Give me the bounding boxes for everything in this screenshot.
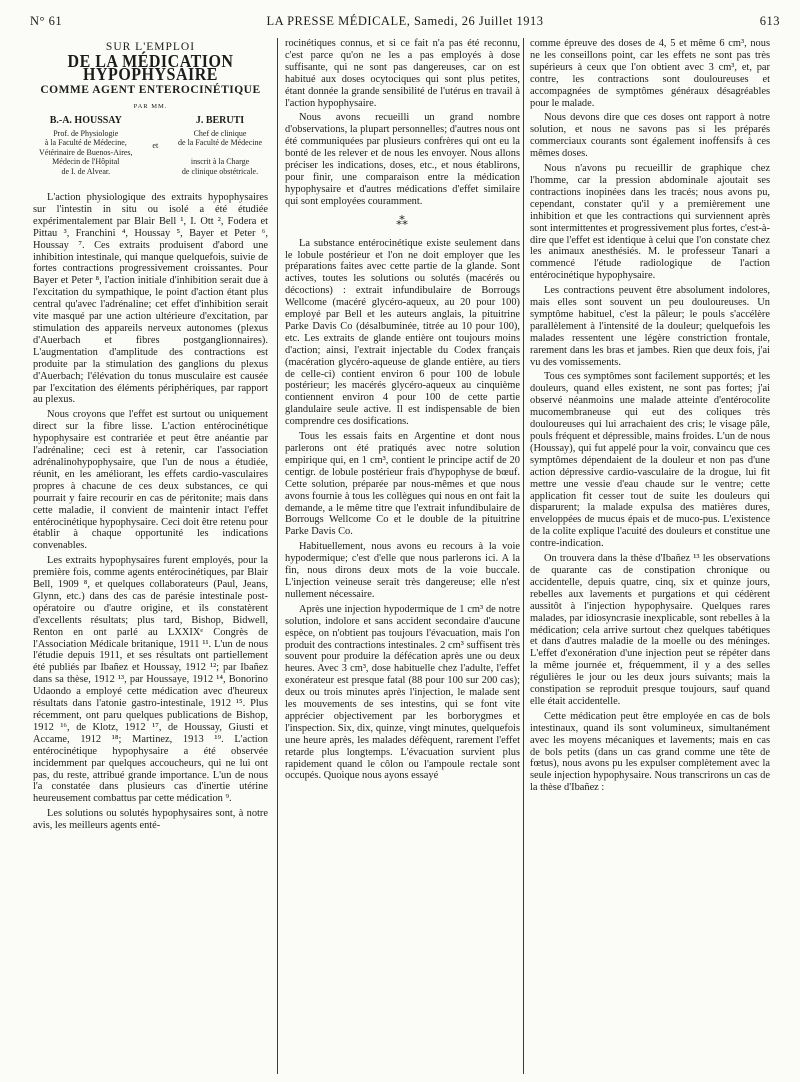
paragraph: On trouvera dans la thèse d'Ibañez ¹³ les observations de quarante cas de constipation chronique ou accidentelle, depuis quatre, cinq, six et quinze jours, rebelles aux lavements et purgations et qui cédèrent aussitôt à l'injection hypophysaire. Quelques rares malades, par idiosyncrasie inexplicable, sont rebelles à la médication; cela arrive surtout chez quelques tabétiques et dans d'autres maladie de la moelle ou des méninges. L'effet d'exonération d'une injection peut se répéter dans la même journée et, fréquemment, il y a des selles régulières le jour ou les deux jours suivants; mais la constipation se reproduit presque toujours, sauf quand elle était accidentelle. [530, 553, 770, 707]
author-affiliation: Prof. de Physiologie [53, 128, 119, 138]
journal-title: LA PRESSE MÉDICALE, Samedi, 26 Juillet 1913 [266, 14, 544, 28]
paragraph: Les extraits hypophysaires furent employés, pour la première fois, comme agents entérocinétiques, par Blair Bell, 1909 ⁸, et quelques collaborateurs (Paul, Jeans, Glynn, etc.) dans des cas de parésie intestinale post-opératoire ou d'autre origine, et ils constatèrent d'excellents résultats; plus tard, Bishop, Bidwell, Renton en ont parlé au LXXIXᵉ Congrès de l'Association Médicale britanique, 1911 ¹¹. L'un de nous l'étudie depuis 1911, et ses résultats ont partiellement été publiés par Ibañez et Houssay, 1912 ¹²; par Ibañez dans sa thèse, 1912 ¹³, par Houssaye, 1912 ¹⁴, Bonorino Udaondo a employé cette médication avec d'heureux résultats dans l'atonie gastro-intestinale, 1912 ¹⁵. Plus récemment, ont paru quelques publications de Bishop, 1912 ¹⁶, de Klotz, 1912 ¹⁷, de Houssay, Giusti et Accame, 1912 ¹⁸; Martinez, 1913 ¹⁹. L'action entérocinétique hypophysaire a été observée incidemment par quelques accoucheurs, qui ne lui ont pas, du reste, attribué grande importance. L'un de nous l'a constatée dans plusieurs cas d'inertie utérine heureusement combattus par cette médication ⁹. [33, 555, 268, 805]
paragraph: Les contractions peuvent être absolument indolores, mais elles sont souvent un peu douloureuses. Un symptôme habituel, c'est la pâleur; le pouls s'accélère parallèlement à l'intensité de la douleur; quelquefois les malades ressentent une légère constriction frontale, rarement dans les bras et jambes. Rien que deux fois, j'ai vu des vomissements. [530, 285, 770, 368]
author-name: J. BERUTI [195, 114, 245, 126]
author-affiliation: à la Faculté de Médecine, [44, 138, 127, 148]
author-affiliation: inscrit à la Charge [190, 157, 250, 167]
author-affiliation: de clinique obstétricale. [181, 166, 259, 176]
paragraph: La substance entérocinétique existe seulement dans le lobule postérieur et l'on ne doit employer que les préparations faites avec cette partie de la glande. Sont actives, toutes les solutions ou solutés (macérés ou décoctions) : extrait infundibulaire de Borrougs Wellcome (macéré glycéro-aqueux, au 20 pour 100) employé par Bell et les auteurs anglais, la pituitrine Parke Davis Co (désalbuminée, titrée au 10 pour 100), etc. Les extraits de glande entière ont toujours moins d'action; ainsi, l'extrait injectable du Codex français (macération glycéro-aqueuse de glande entière, au tiers de celle-ci) contient environ 6 pour 100 de lobule postérieur; les macérés glycéro-aqueux au cinquième contiennent environ 4 pour 100 de cette partie glandulaire seule active. Il est indispensable de bien comprendre ces dosifications. [285, 237, 520, 428]
article-kicker: SUR L'EMPLOI [105, 41, 196, 53]
page-header [30, 14, 780, 32]
author-beruti [178, 115, 262, 177]
paragraph: rocinétiques connus, et si ce fait n'a pas été reconnu, c'est parce qu'on ne les a pas employés à dose suffisante, qui ne sont pas dangereuses, car on est habitué aux doses ocytociques qui sont plus petites, étant donnée la grande sensibilité de l'utérus en travail à l'action hypophysaire. [285, 38, 520, 109]
paragraph: L'action physiologique des extraits hypophysaires sur l'intestin in situ ou isolé a été étudiée expérimentalement par Blair Bell ¹, I. Ott ², Fodera et Pittau ³, Franchini ⁴, Houssay ⁵, Bayer et Peter ⁶, Houssay ⁷. Ces extraits produisent d'abord une inhibition intestinale, qui manque quelquefois, suivie de fortes contractions progressivement croissantes. Pour Bayer et Peter ⁸, l'action initiale d'inhibition serait due à l'excitation du sympathique, le point d'action étant plus central qu'avec l'adrénaline; cet effet d'inhibition serait vite masqué par une action ultérieure d'excitation, par stimulation des appareils nerveux autonomes (plexus d'Auerbach et fibres postganglionnaires). L'augmentation d'amplitude des contractions est produite par la stimulation des ganglions du plexus d'Auerbach; l'élévation du tonus musculaire est causée par l'excitation des éléments périphériques, par rapport au plexus. [33, 192, 268, 406]
column-divider [523, 38, 524, 1074]
paragraph: Les solutions ou solutés hypophysaires sont, à notre avis, les meilleurs agents enté- [33, 808, 268, 832]
column-1 [33, 38, 268, 1078]
paragraph: Nous devons dire que ces doses ont rapport à notre solution, et nous ne savons pas si les préparés commerciaux courants sont également inoffensifs à ces mêmes doses. [530, 112, 770, 160]
author-affiliation [178, 148, 262, 158]
column-3 [530, 38, 770, 1078]
conjunction: et [152, 140, 159, 150]
author-affiliation: de I. de Alvear. [61, 166, 111, 176]
author-affiliation: Vétérinaire de Buenos-Aires, [39, 147, 133, 157]
author-affiliation: Chef de clinique [193, 128, 247, 138]
paragraph: Cette médication peut être employée en cas de bols intestinaux, quand ils sont volumineux, simultanément avec les moyens mécaniques et lavements; mais en cas de bols petits (dans un cas grand comme une tête de fœtus), nous avons pu les expulser complètement avec la seule injection hypophysaire. Nous transcrirons un cas de la thèse d'Ibañez : [530, 710, 770, 794]
article-title-block [33, 42, 268, 176]
authors [39, 115, 262, 177]
article-title: DE LA MÉDICATION HYPOPHYSAIRE [67, 52, 234, 85]
paragraph: Après une injection hypodermique de 1 cm³ de notre solution, indolore et sans accident secondaire d'aucune espèce, on n'obtient pas toujours l'évacuation, mais l'on produit des contractions intestinales. 2 cm³ suffisent très souvent pour produire la défécation après une ou deux heures. Avec 3 cm³, dose habituelle chez l'adulte, l'effet exonérateur est presque fatal (88 pour 100 sur 200 cas); deux ou trois minutes après l'injection, le malade sent les mouvements de ses intestins, qui se font vite apprécier objectivement par les borborygmes et l'inspection. Six, dix, quinze, vingt minutes, quelquefois une heure après, les malades défèquent, rarement l'effet retarde plus longtemps. L'évacuation survient plus rapidement quand le côlon ou l'ampoule rectale sont occupés. Quoique nous ayons essayé [285, 603, 520, 782]
paragraph: comme épreuve des doses de 4, 5 et même 6 cm³, nous ne les conseillons point, car les effets ne sont pas très supérieurs à ceux que l'on obtient avec 3 cm³, et, par contre, les contractions sont douloureuses et accompagnées de symptômes généraux désagréables pour le malade. [530, 38, 770, 109]
author-houssay [39, 115, 133, 177]
page-number: 613 [759, 14, 780, 28]
byline: PAR MM. [133, 102, 168, 110]
issue-number: N° 61 [30, 14, 63, 28]
authors-conjunction [152, 115, 158, 177]
author-affiliation: Médecin de l'Hôpital [52, 157, 120, 167]
paragraph: Habituellement, nous avons eu recours à la voie hypodermique; c'est d'elle que nous parlerons ici. A la fin, nous dirons deux mots de la voie buccale. L'injection veineuse serait très dangereuse; elle n'est nullement nécessaire. [285, 541, 520, 600]
column-divider [277, 38, 278, 1074]
paragraph: Nous croyons que l'effet est surtout ou uniquement direct sur la fibre lisse. L'action entérocinétique hypophysaire est contrariée et peut être anéantie par l'adrénaline; ceci est à retenir, car l'association adrénalinohypophysaire, que l'un de nous a étudiée, réunit, en les améliorant, les effets cardio-vasculaires propres à chacune de ces deux substances, ce qui pourrait y faire recourir en cas de péritonite; mais dans cette maladie, il convient de maintenir intact l'effet entérocinétique hypophysaire. Ceci doit être retenu pour établir à chaque opportunité les indications convenables. [33, 409, 268, 552]
paragraph: Tous les essais faits en Argentine et dont nous parlerons ont été pratiqués avec notre solution empirique qui, en 1 cm³, contient le principe actif de 20 centigr. de lobule postérieur frais d'hypophyse de bœuf. Cette solution, préparée par nous-mêmes et que nous avons fournie à tous les collègues qui nous en ont fait la demande, a le même titre que l'extrait infundibulaire de Borrougs Wellcome Co et le double de la pituitrine Parke Davis Co. [285, 431, 520, 538]
column-2 [285, 38, 520, 1078]
paragraph: Tous ces symptômes sont facilement supportés; et les douleurs, quand elles existent, ne sont pas fortes; j'ai observé néanmoins une malade atteinte d'entérocolite mucomembraneuse qui eut des coliques très douloureuses qui lui arrachaient des cris; le visage pâle, pouls fréquent et dépressible, mains froides. L'un de nous (Houssay), qui fut appelé pour la voir, convaincu que ces symptômes dépendaient de la douleur et non pas d'une action dépressive cardio-vasculaire de la drogue, lui fit mettre une vessie d'eau chaude sur le ventre; cette application fit cesser tout de suite les douleurs qui disparurent; la malade expulsa des matières dures, enveloppées de mucus épais et de muco-pus. L'existence de la colite explique l'acuité des douleurs et constitue une contre-indication. [530, 371, 770, 550]
section-separator: ⁂ [396, 213, 409, 228]
author-name: B.-A. HOUSSAY [49, 114, 122, 126]
paragraph: Nous avons recueilli un grand nombre d'observations, la plupart personnelles; d'autres nous ont été communiquées par plusieurs confrères qui ont eu la bonté de les relever et de nous les envoyer. Nous allons préciser les indications, doses, etc., et nous établirons, pour finir, une comparaison entre la médication hypophysaire et d'autres médications d'effet similaire qui sont employées couramment. [285, 112, 520, 207]
paragraph: Nous n'avons pu recueillir de graphique chez l'homme, car la pression abdominale ajoutait ses contractions inopinées dans les tracés; nous avons pu, cependant, constater qu'il y a premièrement une inhibition et que les contractions qui surviennent après sont intermittentes et progressivement plus fortes, c'est-à-dire que l'effet est identique à celui que l'on constate chez les animaux anesthésiés. M. le professeur Tanari a commencé l'étude radiologique de l'action entérocinétique hypophysaire. [530, 163, 770, 282]
article-subtitle: COMME AGENT ENTEROCINÉTIQUE [40, 83, 261, 96]
author-affiliation: de la Faculté de Médecine [178, 138, 262, 148]
